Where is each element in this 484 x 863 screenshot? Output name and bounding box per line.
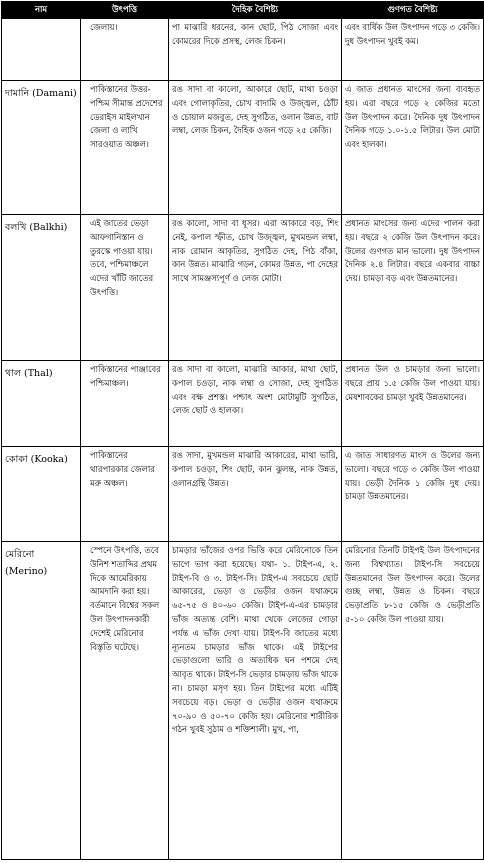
quality-traits-cell: মেরিনোর তিনটি টাইপই উল উৎপাদনের জন্য বিশ্বখ্যাত। টাইপ-সি সবচেয়ে উন্নতমানের উল উৎপাদন করে। উলের গুচ্ছ লম্বা, উন্নত ও চিকন। বছরে ভেড়াপ্রতি ৮-১৫ কেজি ও ভেড়ীপ্রতি ৫-১০ কেজি উল পাওয়া যায়। — [342, 542, 484, 860]
origin-cell: পাকিস্তানের পাঞ্জাবের পশ্চিমাঞ্চল। — [81, 361, 169, 447]
breed-name-cell: দামানি (Damani) — [2, 81, 81, 215]
physical-traits-cell: পা মাঝারি ধরনের, কান ছোট, পিঠ সোজা এবং কোমরের দিকে প্রসস্থ, লেজ চিকন। — [169, 19, 342, 81]
table-row — [2, 542, 484, 860]
physical-traits-cell: রঙ সাদা বা কালো, আকারে ছোট, মাথা চওড়া এবং গোলাকৃতির, চোখ বাদামি ও উজ্জ্বল, ঠোঁট ও চোয়াল মজবুত, দেহ সুগঠিত, ওলান উন্নত, বাট লম্বা, লেজ চিকন, দৈহিক ওজন গড়ে ২৫ কেজি। — [169, 81, 342, 215]
physical-traits-cell: চামড়ার ভাঁজের ওপর ভিত্তি করে মেরিনোকে তিন ভাগে ভাগ করা হয়েছে। যথা- ১. টাইপ-এ, ২. টাইপ-বি ও ৩. টাইপ-সি। টাইপ-এ সবচেয়ে ছোট আকারের, ভেড়া ও ভেড়ীর ওজন যথাক্রমে ৬৫-৭৫ ও ৪০-৬০ কেজি। টাইপ-এ-এর চামড়ার ভাঁজ অত্যন্ত বেশি। মাথা থেকে লেজের গোড়া পর্যন্ত এ ভাঁজ দেখা যায়। টাইপ-বি জাতের মধ্যে ন্যূনতম চামড়ার ভাঁজ থাকে। এই টাইপের ভেড়াগুলো ভারি ও অত্যধিক ঘন পশমে দেহ আবৃত থাকে। টাইপ-সি ভেড়ার চামড়ায় ভাঁজ থাকে না। চামড়া মসৃণ হয়। তিন টাইপের মধ্যে এটিই সবচেয়ে বড়। ভেড়া ও ভেড়ীর ওজন যথাক্রমে ৭০-৯০ ও ৫০-৭০ কেজি হয়। মেরিনোর শারীরিক গঠন খুবই সুঠাম ও শক্তিশালী। মুখ, পা, — [169, 542, 342, 860]
origin-cell: পাকিস্তানের থারপারকার জেলার মরু অঞ্চল। — [81, 447, 169, 542]
header-name: নাম — [2, 2, 81, 19]
origin-cell: স্পেনে উৎপত্তি, তবে উনিশ শতাব্দির প্রথম দিকে আমেরিকায় আমদানি করা হয়। বর্তমানে বিশ্বের সকল উল উৎপাদনকারী দেশেই মেরিনোর বিস্তৃতি ঘটেছে। — [81, 542, 169, 860]
header-origin: উৎপত্তি — [81, 2, 169, 19]
breed-name-cell: থাল (Thal) — [2, 361, 81, 447]
table-row — [2, 361, 484, 447]
breed-name-cell: মেরিনো (Merino) — [2, 542, 81, 860]
header-physical-traits: দৈহিক বৈশিষ্ট্য — [169, 2, 342, 19]
table-header-row — [2, 2, 484, 19]
origin-cell: পাকিস্তানের উত্তর-পশ্চিম সীমান্ত প্রদেশের ডেরাইস মাইলখান জেলা ও লাখি সারওয়াত অঞ্চল। — [81, 81, 169, 215]
breed-name-cell: কোকা (Kooka) — [2, 447, 81, 542]
physical-traits-cell: রঙ সাদা, মুখমন্ডল মাঝারি আকারের, মাথা ভারি, কপাল চওড়া, শিং ছোট, কান ঝুলন্ত, নাক উন্নত, ওলানগ্রন্থি উন্নত। — [169, 447, 342, 542]
physical-traits-cell: রঙ সাদা বা কালো, মাঝারি আকার, মাথা ছোট, কপাল চওড়া, নাক লম্বা ও সোজা, দেহ সুগঠিত এবং বক্ষ প্রশস্ত। পশ্চাৎ অংশ মোটামুটি সুগঠিত, লেজ ছোট ও হালকা। — [169, 361, 342, 447]
physical-traits-cell: রঙ কালো, সাদা বা ধূসর। এরা আকারে বড়, শিং নেই, কপাল স্ফীত, চোখ উজ্জ্বল, মুখমন্ডল লম্বা, নাক রোমান আকৃতির, সুগঠিত দেহ, পিঠ বাঁকা, কান উন্নত। মাঝারি গড়ন, কোমর উন্নত, পা দেহের সাথে সামঞ্জস্যপূর্ণ ও লেজ মোটা। — [169, 215, 342, 361]
origin-cell: এই জাতের ভেড়া আফগানিস্তান ও তুরস্কে পাওয়া যায়। তবে, পশ্চিমাঞ্চলে এদের খাঁটি জাতের উৎপত্তি। — [81, 215, 169, 361]
quality-traits-cell: এবং বার্ষিক উল উৎপাদন গড়ে ৩ কেজি। দুধ উৎপাদন খুবই কম। — [342, 19, 484, 81]
header-quality-traits: গুণগত বৈশিষ্ট্য — [342, 2, 484, 19]
table-row — [2, 447, 484, 542]
quality-traits-cell: এ জাত সাধারণত মাংস ও উলের জন্য ভালো। বছরে গড়ে ৩ কেজি উল পাওয়া যায়। ভেড়ী দৈনিক ১ কেজি দুধ দেয়। চামড়া উন্নতমানের। — [342, 447, 484, 542]
breed-name-cell — [2, 19, 81, 81]
quality-traits-cell: এ জাত প্রধানত মাংসের জন্য ব্যবহৃত হয়। এরা বছরে গড়ে ২ কেজির মতো উল উৎপাদন করে। দৈনিক দুধ উৎপাদন দৈনিক গড়ে ১.০-১.৫ লিটার। উল মোটা এবং হালকা। — [342, 81, 484, 215]
breed-name-cell: বলখি (Balkhi) — [2, 215, 81, 361]
quality-traits-cell: প্রধানত উল ও চামড়ার জন্য ভালো। বছরে প্রায় ১.৫ কেজি উল পাওয়া যায়। মেষশাবকের চামড়া খুবই উন্নতমানের। — [342, 361, 484, 447]
origin-cell: জেলায়। — [81, 19, 169, 81]
quality-traits-cell: প্রধানত মাংসের জন্য এদের পালন করা হয়। বছরে ২ কেজি উল উৎপাদন করে। উলের গুণগত মান ভালো। দুধ উৎপাদন দৈনিক ২.৪ লিটার। বছরে একবার বাচ্চা দেয়। চামড়া বড় এবং উন্নতমানের। — [342, 215, 484, 361]
table-row — [2, 81, 484, 215]
table-row — [2, 19, 484, 81]
table-row — [2, 215, 484, 361]
sheep-breed-table — [1, 1, 484, 860]
